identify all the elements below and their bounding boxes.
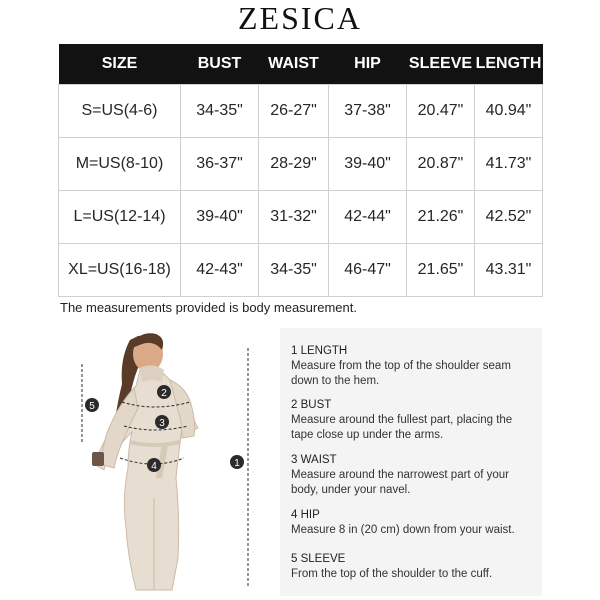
cell-size: M=US(8-10) <box>59 138 181 191</box>
marker-3 <box>155 415 169 429</box>
marker-4 <box>147 458 161 472</box>
cell-hip: 42-44" <box>329 191 407 244</box>
size-chart-table <box>58 44 543 297</box>
measurement-guide <box>280 328 542 596</box>
guide-item-sleeve <box>291 552 536 582</box>
cell-size: S=US(4-6) <box>59 85 181 138</box>
cell-bust: 34-35" <box>181 85 259 138</box>
cell-bust: 42-43" <box>181 244 259 297</box>
cell-length: 43.31" <box>475 244 543 297</box>
svg-text:2: 2 <box>161 388 167 399</box>
svg-text:4: 4 <box>151 461 157 472</box>
cell-length: 41.73" <box>475 138 543 191</box>
svg-text:5: 5 <box>89 401 95 412</box>
table-row <box>59 138 543 191</box>
guide-title: 2 BUST <box>291 399 332 411</box>
header-size: SIZE <box>59 44 181 85</box>
cell-sleeve: 21.65" <box>407 244 475 297</box>
svg-text:3: 3 <box>159 418 165 429</box>
guide-item-bust <box>291 398 536 443</box>
cell-length: 40.94" <box>475 85 543 138</box>
header-length: LENGTH <box>475 44 543 85</box>
header-waist: WAIST <box>259 44 329 85</box>
measurement-note: The measurements provided is body measurement. <box>60 300 357 315</box>
guide-title: 3 WAIST <box>291 454 337 466</box>
table-row <box>59 85 543 138</box>
cell-bust: 36-37" <box>181 138 259 191</box>
guide-text: Measure around the fullest part, placing the tape close up under the arms. <box>291 414 513 441</box>
guide-title: 4 HIP <box>291 509 320 521</box>
header-hip: HIP <box>329 44 407 85</box>
cell-waist: 28-29" <box>259 138 329 191</box>
cell-waist: 34-35" <box>259 244 329 297</box>
guide-text: From the top of the shoulder to the cuff. <box>291 568 493 580</box>
model-figure <box>58 328 276 596</box>
table-row <box>59 244 543 297</box>
cell-hip: 39-40" <box>329 138 407 191</box>
svg-text:1: 1 <box>234 458 240 469</box>
guide-item-waist <box>291 453 536 498</box>
guide-item-hip <box>291 508 536 538</box>
cell-sleeve: 20.47" <box>407 85 475 138</box>
cell-sleeve: 20.87" <box>407 138 475 191</box>
guide-text: Measure around the narrowest part of your body, under your navel. <box>291 469 509 496</box>
model-turtleneck <box>140 365 164 382</box>
cell-waist: 31-32" <box>259 191 329 244</box>
table-row <box>59 191 543 244</box>
brand-logo: ZESICA <box>238 0 362 36</box>
cell-waist: 26-27" <box>259 85 329 138</box>
table-header-row <box>59 44 543 85</box>
cell-hip: 46-47" <box>329 244 407 297</box>
marker-2 <box>157 385 171 399</box>
cell-bust: 39-40" <box>181 191 259 244</box>
cell-sleeve: 21.26" <box>407 191 475 244</box>
header-bust: BUST <box>181 44 259 85</box>
marker-5 <box>85 398 99 412</box>
guide-item-length <box>291 344 536 389</box>
cell-size: XL=US(16-18) <box>59 244 181 297</box>
guide-title: 1 LENGTH <box>291 345 348 357</box>
marker-1 <box>230 455 244 469</box>
guide-text: Measure from the top of the shoulder seam down to the hem. <box>291 360 511 387</box>
guide-title: 5 SLEEVE <box>291 553 346 565</box>
guide-text: Measure 8 in (20 cm) down from your waist. <box>291 524 515 536</box>
cell-size: L=US(12-14) <box>59 191 181 244</box>
header-sleeve: SLEEVE <box>407 44 475 85</box>
cup-icon <box>92 452 104 466</box>
cell-length: 42.52" <box>475 191 543 244</box>
cell-hip: 37-38" <box>329 85 407 138</box>
